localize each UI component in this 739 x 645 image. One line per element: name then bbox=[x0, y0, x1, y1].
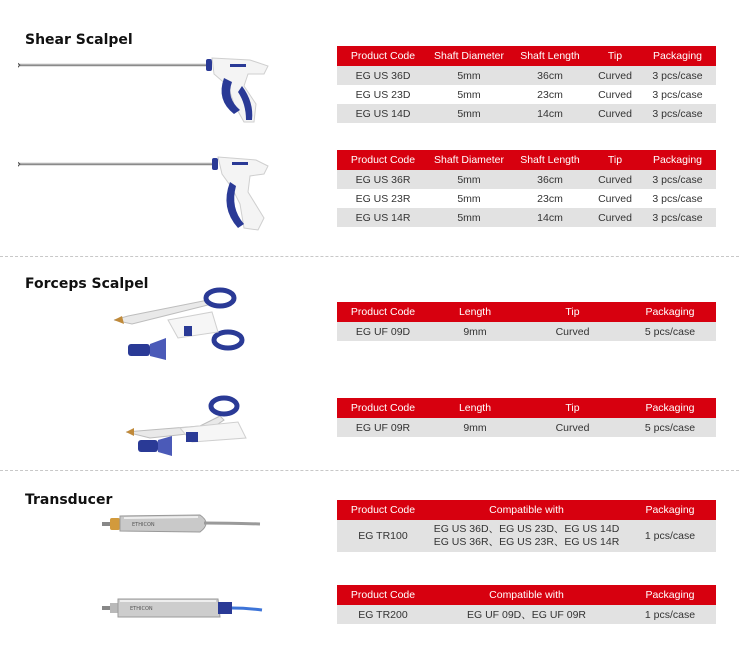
header-compatible-with: Compatible with bbox=[429, 500, 624, 520]
table-row bbox=[337, 85, 716, 104]
table-row bbox=[337, 208, 716, 227]
cell-product-code: EG UF 09R bbox=[337, 418, 429, 437]
table-row bbox=[337, 104, 716, 123]
cell-shaft-diameter: 5mm bbox=[429, 85, 509, 104]
table-row bbox=[337, 170, 716, 189]
transducer-tr100-spec-table bbox=[337, 500, 716, 552]
cell-shaft-length: 23cm bbox=[509, 85, 591, 104]
cell-packaging: 3 pcs/case bbox=[639, 189, 716, 208]
forceps-scalpel-r-image bbox=[120, 392, 260, 462]
forceps-scalpel-r-spec-table bbox=[337, 398, 716, 437]
header-product-code: Product Code bbox=[337, 398, 429, 418]
section-divider bbox=[0, 256, 739, 257]
cell-length: 9mm bbox=[429, 418, 521, 437]
table-header-row bbox=[337, 500, 716, 520]
header-packaging: Packaging bbox=[639, 150, 716, 170]
cell-product-code: EG US 36R bbox=[337, 170, 429, 189]
header-packaging: Packaging bbox=[624, 500, 716, 520]
cell-product-code: EG US 36D bbox=[337, 66, 429, 85]
cell-packaging: 5 pcs/case bbox=[624, 322, 716, 341]
cell-tip: Curved bbox=[591, 104, 639, 123]
header-packaging: Packaging bbox=[639, 46, 716, 66]
header-product-code: Product Code bbox=[337, 500, 429, 520]
cell-product-code: EG UF 09D bbox=[337, 322, 429, 341]
header-packaging: Packaging bbox=[624, 398, 716, 418]
cell-packaging: 3 pcs/case bbox=[639, 104, 716, 123]
shear-scalpel-d-spec-table bbox=[337, 46, 716, 123]
table-header-row bbox=[337, 585, 716, 605]
cell-packaging: 3 pcs/case bbox=[639, 85, 716, 104]
cell-shaft-diameter: 5mm bbox=[429, 104, 509, 123]
cell-compatible-with: EG UF 09D、EG UF 09R bbox=[429, 605, 624, 624]
cell-tip: Curved bbox=[521, 322, 624, 341]
cell-product-code: EG US 23R bbox=[337, 189, 429, 208]
header-product-code: Product Code bbox=[337, 585, 429, 605]
header-product-code: Product Code bbox=[337, 46, 429, 66]
cell-shaft-length: 36cm bbox=[509, 66, 591, 85]
cell-shaft-length: 36cm bbox=[509, 170, 591, 189]
cell-shaft-diameter: 5mm bbox=[429, 208, 509, 227]
header-length: Length bbox=[429, 302, 521, 322]
header-packaging: Packaging bbox=[624, 585, 716, 605]
table-row bbox=[337, 520, 716, 552]
section-divider bbox=[0, 470, 739, 471]
cell-product-code: EG TR200 bbox=[337, 605, 429, 624]
cell-tip: Curved bbox=[591, 170, 639, 189]
cell-tip: Curved bbox=[591, 208, 639, 227]
header-tip: Tip bbox=[591, 150, 639, 170]
section-title-transducer: Transducer bbox=[25, 492, 113, 508]
header-tip: Tip bbox=[521, 398, 624, 418]
cell-packaging: 1 pcs/case bbox=[624, 520, 716, 552]
cell-tip: Curved bbox=[521, 418, 624, 437]
svg-text:ETHICON: ETHICON bbox=[132, 522, 155, 528]
cell-packaging: 3 pcs/case bbox=[639, 170, 716, 189]
compatible-line-d: EG US 36D、EG US 23D、EG US 14D bbox=[433, 523, 620, 535]
header-length: Length bbox=[429, 398, 521, 418]
header-product-code: Product Code bbox=[337, 302, 429, 322]
cell-tip: Curved bbox=[591, 189, 639, 208]
header-compatible-with: Compatible with bbox=[429, 585, 624, 605]
cell-packaging: 3 pcs/case bbox=[639, 66, 716, 85]
header-shaft-diameter: Shaft Diameter bbox=[429, 46, 509, 66]
header-packaging: Packaging bbox=[624, 302, 716, 322]
forceps-scalpel-d-spec-table bbox=[337, 302, 716, 341]
shear-scalpel-r-image bbox=[18, 152, 273, 234]
cell-shaft-length: 14cm bbox=[509, 208, 591, 227]
cell-product-code: EG US 23D bbox=[337, 85, 429, 104]
cell-shaft-length: 23cm bbox=[509, 189, 591, 208]
table-header-row bbox=[337, 398, 716, 418]
header-shaft-diameter: Shaft Diameter bbox=[429, 150, 509, 170]
cell-shaft-diameter: 5mm bbox=[429, 189, 509, 208]
transducer-tr100-image bbox=[100, 510, 265, 540]
cell-product-code: EG US 14R bbox=[337, 208, 429, 227]
header-tip: Tip bbox=[521, 302, 624, 322]
table-header-row bbox=[337, 150, 716, 170]
compatible-line-r: EG US 36R、EG US 23R、EG US 14R bbox=[433, 536, 620, 548]
cell-tip: Curved bbox=[591, 66, 639, 85]
cell-packaging: 5 pcs/case bbox=[624, 418, 716, 437]
header-shaft-length: Shaft Length bbox=[509, 150, 591, 170]
cell-tip: Curved bbox=[591, 85, 639, 104]
table-row bbox=[337, 322, 716, 341]
svg-text:ETHICON: ETHICON bbox=[130, 606, 153, 612]
table-header-row bbox=[337, 46, 716, 66]
cell-product-code: EG TR100 bbox=[337, 520, 429, 552]
transducer-tr200-spec-table bbox=[337, 585, 716, 624]
transducer-tr200-image bbox=[100, 594, 265, 624]
shear-scalpel-d-image bbox=[18, 52, 273, 128]
forceps-scalpel-d-image bbox=[108, 286, 258, 366]
section-title-shear-scalpel: Shear Scalpel bbox=[25, 32, 133, 48]
cell-compatible-with bbox=[429, 520, 624, 552]
header-tip: Tip bbox=[591, 46, 639, 66]
shear-scalpel-r-spec-table bbox=[337, 150, 716, 227]
header-shaft-length: Shaft Length bbox=[509, 46, 591, 66]
cell-shaft-diameter: 5mm bbox=[429, 170, 509, 189]
table-row bbox=[337, 66, 716, 85]
cell-packaging: 1 pcs/case bbox=[624, 605, 716, 624]
cell-packaging: 3 pcs/case bbox=[639, 208, 716, 227]
table-row bbox=[337, 605, 716, 624]
header-product-code: Product Code bbox=[337, 150, 429, 170]
table-row bbox=[337, 418, 716, 437]
cell-product-code: EG US 14D bbox=[337, 104, 429, 123]
cell-shaft-length: 14cm bbox=[509, 104, 591, 123]
cell-length: 9mm bbox=[429, 322, 521, 341]
section-title-forceps-scalpel: Forceps Scalpel bbox=[25, 276, 149, 292]
table-header-row bbox=[337, 302, 716, 322]
cell-shaft-diameter: 5mm bbox=[429, 66, 509, 85]
table-row bbox=[337, 189, 716, 208]
